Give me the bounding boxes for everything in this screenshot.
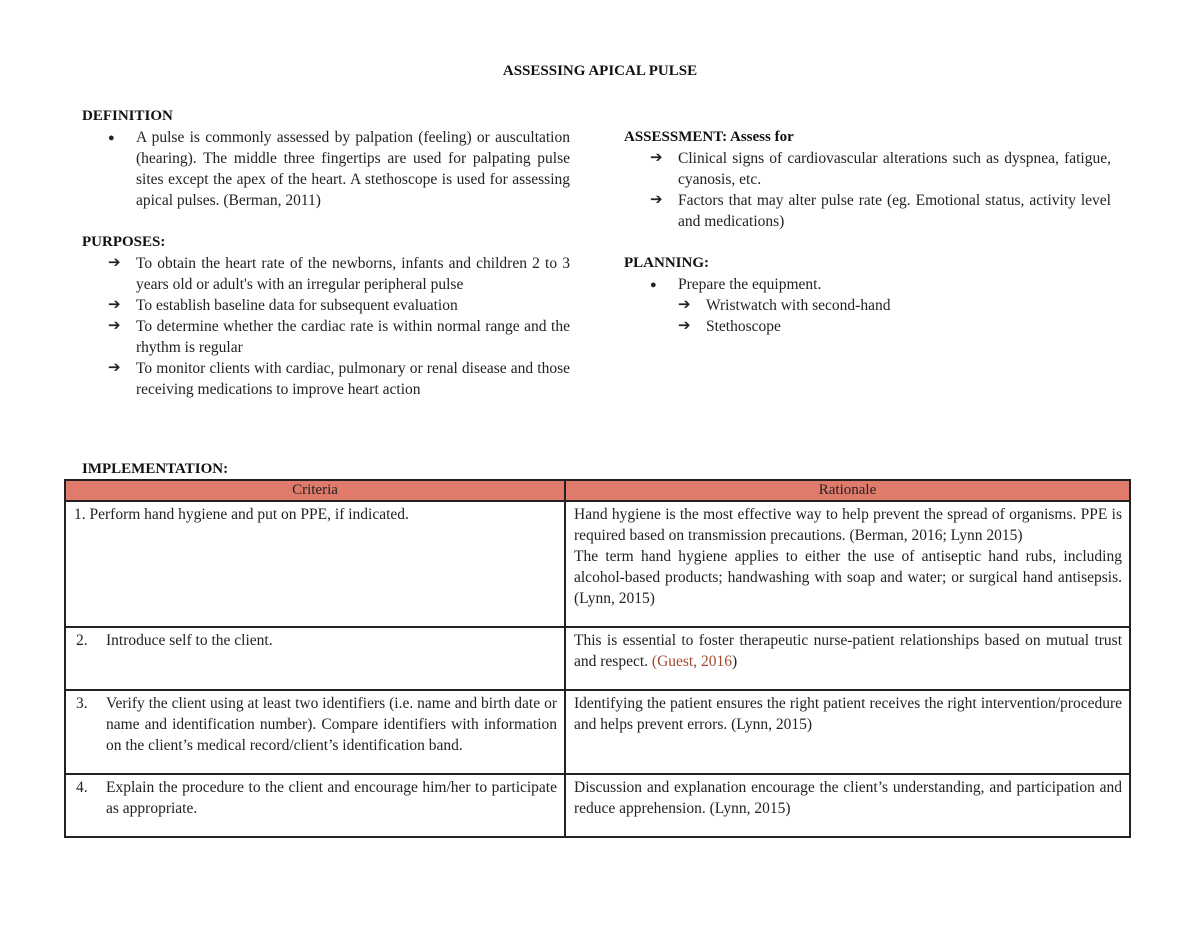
arrow-icon: ➔	[650, 150, 663, 166]
citation: (Guest, 2016	[651, 653, 732, 670]
definition-list	[82, 127, 570, 211]
list-item	[82, 253, 570, 295]
list-item	[624, 190, 1111, 232]
purposes-list	[82, 253, 570, 400]
arrow-icon: ➔	[108, 360, 121, 376]
purpose-text: To obtain the heart rate of the newborns, infants and children 2 to 3 years old or adult's with an irregular peripheral pulse	[136, 255, 570, 293]
planning-text: Prepare the equipment.	[678, 276, 822, 293]
rationale-text: Identifying the patient ensures the right patient receives the right intervention/procedure and helps prevent errors. (Lynn, 2015)	[574, 695, 1122, 733]
criteria-item	[74, 693, 557, 756]
step-number: 4.	[76, 779, 88, 796]
criteria-text: Explain the procedure to the client and encourage him/her to participate as appropriate.	[106, 779, 557, 817]
document-title: ASSESSING APICAL PULSE	[502, 63, 698, 79]
bullet-icon: ●	[650, 279, 657, 291]
table-row	[65, 774, 1130, 837]
left-column	[82, 106, 570, 400]
assessment-text: Factors that may alter pulse rate (eg. Emotional status, activity level and medications)	[678, 192, 1111, 230]
table-row	[65, 627, 1130, 690]
purpose-text: To monitor clients with cardiac, pulmonary or renal disease and those receiving medications to improve heart action	[136, 360, 570, 398]
list-item	[624, 316, 1111, 337]
table-row	[65, 690, 1130, 774]
criteria-text: Introduce self to the client.	[106, 632, 273, 649]
criteria-cell	[65, 690, 565, 774]
list-item	[82, 316, 570, 358]
criteria-cell	[65, 627, 565, 690]
arrow-icon: ➔	[108, 255, 121, 271]
implementation-heading: IMPLEMENTATION:	[82, 461, 229, 477]
step-number: 3.	[76, 695, 88, 712]
list-item	[624, 274, 1111, 295]
assessment-list	[624, 148, 1111, 232]
rationale-text: This is essential to foster therapeutic nurse-patient relationships based on mutual trust and respect.	[574, 632, 1122, 670]
criteria-cell	[65, 501, 565, 627]
definition-heading: DEFINITION	[82, 108, 173, 124]
implementation-table	[64, 479, 1131, 838]
purpose-text: To establish baseline data for subsequent evaluation	[136, 297, 458, 314]
criteria-text: 1. Perform hand hygiene and put on PPE, if indicated.	[74, 506, 409, 523]
arrow-icon: ➔	[108, 318, 121, 334]
rationale-cell	[565, 690, 1130, 774]
rationale-cell	[565, 501, 1130, 627]
definition-text: A pulse is commonly assessed by palpation (feeling) or auscultation (hearing). The middle three fingertips are used for palpating pulse sites except the apex of the heart. A stethoscope is used for assessing apical pulses. (Berman, 2011)	[136, 129, 570, 209]
rationale-text: Discussion and explanation encourage the client’s understanding, and participation and reduce apprehension. (Lynn, 2015)	[574, 779, 1122, 817]
equipment-text: Wristwatch with second-hand	[706, 297, 891, 314]
rationale-text: The term hand hygiene applies to either the use of antiseptic hand rubs, including alcohol-based products; handwashing with soap and water; or surgical hand antisepsis. (Lynn, 2015)	[574, 548, 1122, 607]
arrow-icon: ➔	[678, 297, 691, 313]
equipment-list	[624, 295, 1111, 337]
rationale-text: Hand hygiene is the most effective way to help prevent the spread of organisms. PPE is required based on transmission precautions. (Berman, 2016; Lynn 2015)	[574, 506, 1122, 544]
criteria-column-header: Criteria	[65, 480, 565, 501]
list-item	[82, 295, 570, 316]
table-row	[65, 501, 1130, 627]
right-column	[624, 127, 1111, 337]
list-item	[624, 295, 1111, 316]
equipment-text: Stethoscope	[706, 318, 781, 335]
criteria-text: Verify the client using at least two identifiers (i.e. name and birth date or name and identification number). Compare identifiers with information on the client’s medical record/client’s identification band.	[106, 695, 557, 754]
citation-close: )	[731, 653, 738, 670]
assessment-heading: ASSESSMENT: Assess for	[624, 129, 794, 145]
purpose-text: To determine whether the cardiac rate is within normal range and the rhythm is regular	[136, 318, 570, 356]
rationale-cell	[565, 627, 1130, 690]
criteria-item	[74, 630, 557, 651]
step-number: 2.	[76, 632, 88, 649]
list-item	[82, 127, 570, 211]
bullet-icon: ●	[108, 132, 115, 144]
planning-list	[624, 274, 1111, 295]
list-item	[82, 358, 570, 400]
planning-heading: PLANNING:	[624, 255, 709, 271]
arrow-icon: ➔	[678, 318, 691, 334]
arrow-icon: ➔	[108, 297, 121, 313]
purposes-heading: PURPOSES:	[82, 234, 166, 250]
criteria-cell	[65, 774, 565, 837]
list-item	[624, 148, 1111, 190]
rationale-cell	[565, 774, 1130, 837]
rationale-column-header: Rationale	[565, 480, 1130, 501]
assessment-text: Clinical signs of cardiovascular alterations such as dyspnea, fatigue, cyanosis, etc.	[678, 150, 1111, 188]
table-header-row	[65, 480, 1130, 501]
arrow-icon: ➔	[650, 192, 663, 208]
criteria-item	[74, 777, 557, 819]
